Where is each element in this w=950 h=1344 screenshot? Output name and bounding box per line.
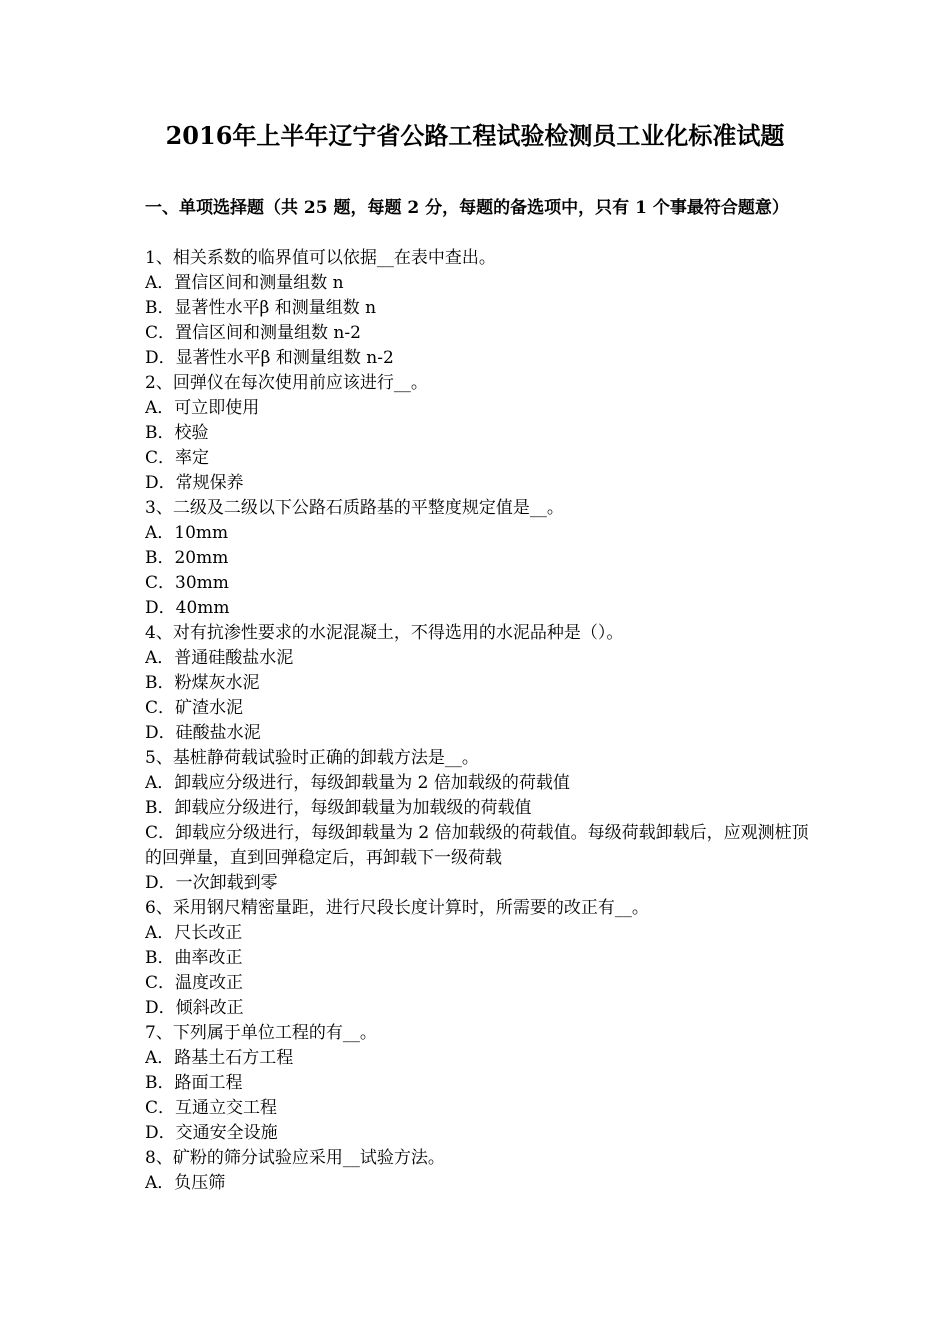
question-option: D．交通安全设施 <box>145 1123 278 1143</box>
question-option: A．置信区间和测量组数 n <box>145 273 344 293</box>
question-item <box>145 746 815 896</box>
question-option: A．普通硅酸盐水泥 <box>145 648 294 668</box>
question-stem: 3、二级及二级以下公路石质路基的平整度规定值是__。 <box>145 498 564 518</box>
question-list <box>145 246 815 1196</box>
question-item <box>145 371 815 496</box>
question-option: A．10mm <box>145 523 229 543</box>
question-option: C．温度改正 <box>145 973 244 993</box>
question-option: D．40mm <box>145 598 230 618</box>
question-option: A．负压筛 <box>145 1173 226 1193</box>
question-item <box>145 621 815 746</box>
question-option: C．卸载应分级进行，每级卸载量为 2 倍加载级的荷载值。每级荷载卸载后，应观测桩顶的回弹量，直到回弹稳定后，再卸载下一级荷载 <box>145 823 809 868</box>
question-option: B．校验 <box>145 423 209 443</box>
question-option: C．置信区间和测量组数 n-2 <box>145 323 361 343</box>
question-stem: 8、矿粉的筛分试验应采用__试验方法。 <box>145 1148 445 1168</box>
question-option: B．路面工程 <box>145 1073 243 1093</box>
document-title: 2016年上半年辽宁省公路工程试验检测员工业化标准试题 <box>165 121 785 150</box>
question-option: A．尺长改正 <box>145 923 243 943</box>
question-item <box>145 1146 815 1196</box>
question-option: B．粉煤灰水泥 <box>145 673 260 693</box>
question-stem: 2、回弹仪在每次使用前应该进行__。 <box>145 373 428 393</box>
question-stem: 5、基桩静荷载试验时正确的卸载方法是__。 <box>145 748 479 768</box>
question-option: A．可立即使用 <box>145 398 260 418</box>
question-stem: 1、相关系数的临界值可以依据__在表中查出。 <box>145 248 496 268</box>
question-option: B．20mm <box>145 548 229 568</box>
question-item <box>145 1021 815 1146</box>
question-option: C．矿渣水泥 <box>145 698 244 718</box>
section-heading: 一、单项选择题（共 25 题，每题 2 分，每题的备选项中，只有 1 个事最符合题意） <box>145 198 789 218</box>
question-option: D．显著性水平β 和测量组数 n-2 <box>145 348 394 368</box>
question-option: C．互通立交工程 <box>145 1098 278 1118</box>
question-option: B．曲率改正 <box>145 948 243 968</box>
question-item <box>145 896 815 1021</box>
question-option: C．30mm <box>145 573 229 593</box>
question-option: D．倾斜改正 <box>145 998 244 1018</box>
question-option: A．卸载应分级进行，每级卸载量为 2 倍加载级的荷载值 <box>145 773 570 793</box>
question-option: B．卸载应分级进行，每级卸载量为加载级的荷载值 <box>145 798 532 818</box>
question-option: B．显著性水平β 和测量组数 n <box>145 298 377 318</box>
question-item <box>145 246 815 371</box>
question-option: C．率定 <box>145 448 210 468</box>
question-option: A．路基土石方工程 <box>145 1048 294 1068</box>
question-option: D．常规保养 <box>145 473 244 493</box>
question-stem: 4、对有抗渗性要求的水泥混凝土，不得选用的水泥品种是（）。 <box>145 623 624 643</box>
question-item <box>145 496 815 621</box>
question-option: D．硅酸盐水泥 <box>145 723 261 743</box>
question-stem: 7、下列属于单位工程的有__。 <box>145 1023 377 1043</box>
question-stem: 6、采用钢尺精密量距，进行尺段长度计算时，所需要的改正有__。 <box>145 898 649 918</box>
question-option: D．一次卸载到零 <box>145 873 278 893</box>
